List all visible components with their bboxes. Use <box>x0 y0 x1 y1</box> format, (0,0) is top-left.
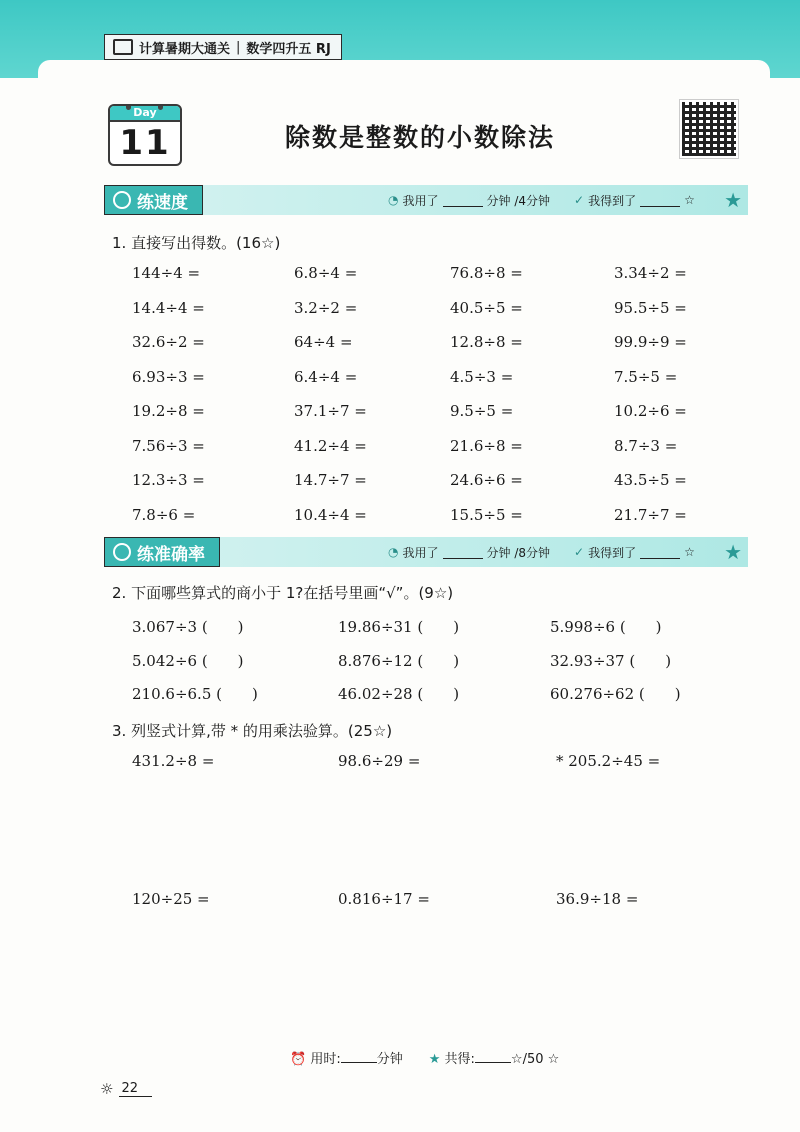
q1-item: 32.6÷2 = <box>132 333 205 351</box>
q1-item: 15.5÷5 = <box>450 505 523 524</box>
book-icon <box>113 39 133 55</box>
q1-item: 40.5÷5 = <box>450 298 523 317</box>
section-speed <box>104 185 748 215</box>
q1-item: 8.7÷3 = <box>614 436 678 455</box>
q1-prompt: 1. 直接写出得数。(16☆) <box>112 234 281 252</box>
q1-item: 14.7÷7 = <box>294 471 367 489</box>
subject-label: 数学四升五 RJ <box>246 41 331 57</box>
q1-item: 14.4÷4 = <box>132 298 205 317</box>
section-speed-label: 练速度 <box>137 192 188 213</box>
time-used-field: ◔ 我用了 分钟 /4分钟 <box>388 193 550 208</box>
q1-item: 10.4÷4 = <box>294 505 367 524</box>
q1-item: 43.5÷5 = <box>614 471 687 489</box>
q1-item: 21.7÷7 = <box>614 505 687 524</box>
page-number-area <box>100 1080 152 1098</box>
header-separator: | <box>236 39 241 55</box>
q1-item: 7.8÷6 = <box>132 505 196 524</box>
sun-icon: ☼ <box>100 1080 114 1098</box>
check-icon: ✓ <box>574 545 585 559</box>
q3-item: 0.816÷17 = <box>338 890 430 908</box>
q1-item: 3.34÷2 = <box>614 264 687 282</box>
section-accuracy <box>104 537 748 567</box>
time-blank-2[interactable] <box>443 546 483 559</box>
score-field: ✓ 我得到了 ☆ <box>574 193 695 208</box>
q3-item: * 205.2÷45 = <box>556 752 661 770</box>
stopwatch-icon <box>113 191 131 209</box>
q2-item: 5.998÷6 ( ) <box>550 618 662 636</box>
q1-item: 3.2÷2 = <box>294 298 358 317</box>
q3-item: 36.9÷18 = <box>556 890 639 908</box>
q1-item: 144÷4 = <box>132 264 201 282</box>
footer <box>290 1048 559 1067</box>
q1-item: 12.3÷3 = <box>132 471 205 489</box>
q1-item: 21.6÷8 = <box>450 436 523 455</box>
header-tab <box>104 34 342 60</box>
qr-code <box>680 100 738 158</box>
q1-item: 99.9÷9 = <box>614 333 687 351</box>
q3-item: 431.2÷8 = <box>132 752 215 770</box>
page-title: 除数是整数的小数除法 <box>284 123 555 152</box>
target-icon <box>113 543 131 561</box>
time-used-field-2: ◔ 我用了 分钟 /8分钟 <box>388 545 550 560</box>
score-field-2: ✓ 我得到了 ☆ <box>574 545 695 560</box>
q3-prompt: 3. 列竖式计算,带 * 的用乘法验算。(25☆) <box>112 722 393 740</box>
q3-item: 98.6÷29 = <box>338 752 421 770</box>
q1-item: 64÷4 = <box>294 333 353 351</box>
q2-prompt: 2. 下面哪些算式的商小于 1?在括号里画“√”。(9☆) <box>112 584 454 602</box>
q2-item: 210.6÷6.5 ( ) <box>132 685 258 703</box>
q1-item: 6.4÷4 = <box>294 367 358 386</box>
clock-icon: ◔ <box>388 193 399 207</box>
q1-item: 7.5÷5 = <box>614 367 678 386</box>
q1-item: 76.8÷8 = <box>450 264 523 282</box>
q1-item: 37.1÷7 = <box>294 402 367 420</box>
q1-item: 24.6÷6 = <box>450 471 523 489</box>
q1-item: 41.2÷4 = <box>294 436 367 455</box>
footer-score: ★ 共得: ☆/50 ☆ <box>428 1052 560 1067</box>
q1-item: 95.5÷5 = <box>614 298 687 317</box>
day-badge <box>108 104 182 166</box>
page-number: 22 <box>119 1081 152 1097</box>
section-speed-label-box <box>104 185 203 215</box>
day-label: Day <box>110 106 180 122</box>
star-icon: ★ <box>724 540 742 564</box>
footer-time-blank[interactable] <box>341 1050 377 1063</box>
q2-item: 32.93÷37 ( ) <box>550 651 672 670</box>
q1-item: 4.5÷3 = <box>450 367 514 386</box>
check-icon: ✓ <box>574 193 585 207</box>
q1-item: 19.2÷8 = <box>132 402 205 420</box>
q2-item: 19.86÷31 ( ) <box>338 618 460 636</box>
q1-item: 10.2÷6 = <box>614 402 687 420</box>
q1-item: 9.5÷5 = <box>450 402 514 420</box>
q2-item: 8.876÷12 ( ) <box>338 651 460 670</box>
footer-time: ⏰ 用时: 分钟 <box>290 1052 403 1067</box>
time-blank[interactable] <box>443 194 483 207</box>
star-icon: ★ <box>428 1052 441 1067</box>
q2-item: 46.02÷28 ( ) <box>338 685 460 703</box>
q2-item: 60.276÷62 ( ) <box>550 685 681 703</box>
series-title: 计算暑期大通关 <box>139 41 231 57</box>
alarm-icon: ⏰ <box>290 1052 307 1067</box>
section-accuracy-label-box <box>104 537 220 567</box>
clock-icon: ◔ <box>388 545 399 559</box>
star-icon: ★ <box>724 188 742 212</box>
score-blank[interactable] <box>640 194 680 207</box>
q2-item: 3.067÷3 ( ) <box>132 618 244 636</box>
q1-item: 6.93÷3 = <box>132 367 205 386</box>
section-accuracy-label: 练准确率 <box>137 544 205 565</box>
q3-item: 120÷25 = <box>132 890 210 908</box>
day-number: 11 <box>119 123 171 163</box>
score-blank-2[interactable] <box>640 546 680 559</box>
footer-score-blank[interactable] <box>475 1050 511 1063</box>
q1-item: 7.56÷3 = <box>132 436 205 455</box>
q1-item: 6.8÷4 = <box>294 264 358 282</box>
q1-item: 12.8÷8 = <box>450 333 523 351</box>
q2-item: 5.042÷6 ( ) <box>132 651 244 670</box>
